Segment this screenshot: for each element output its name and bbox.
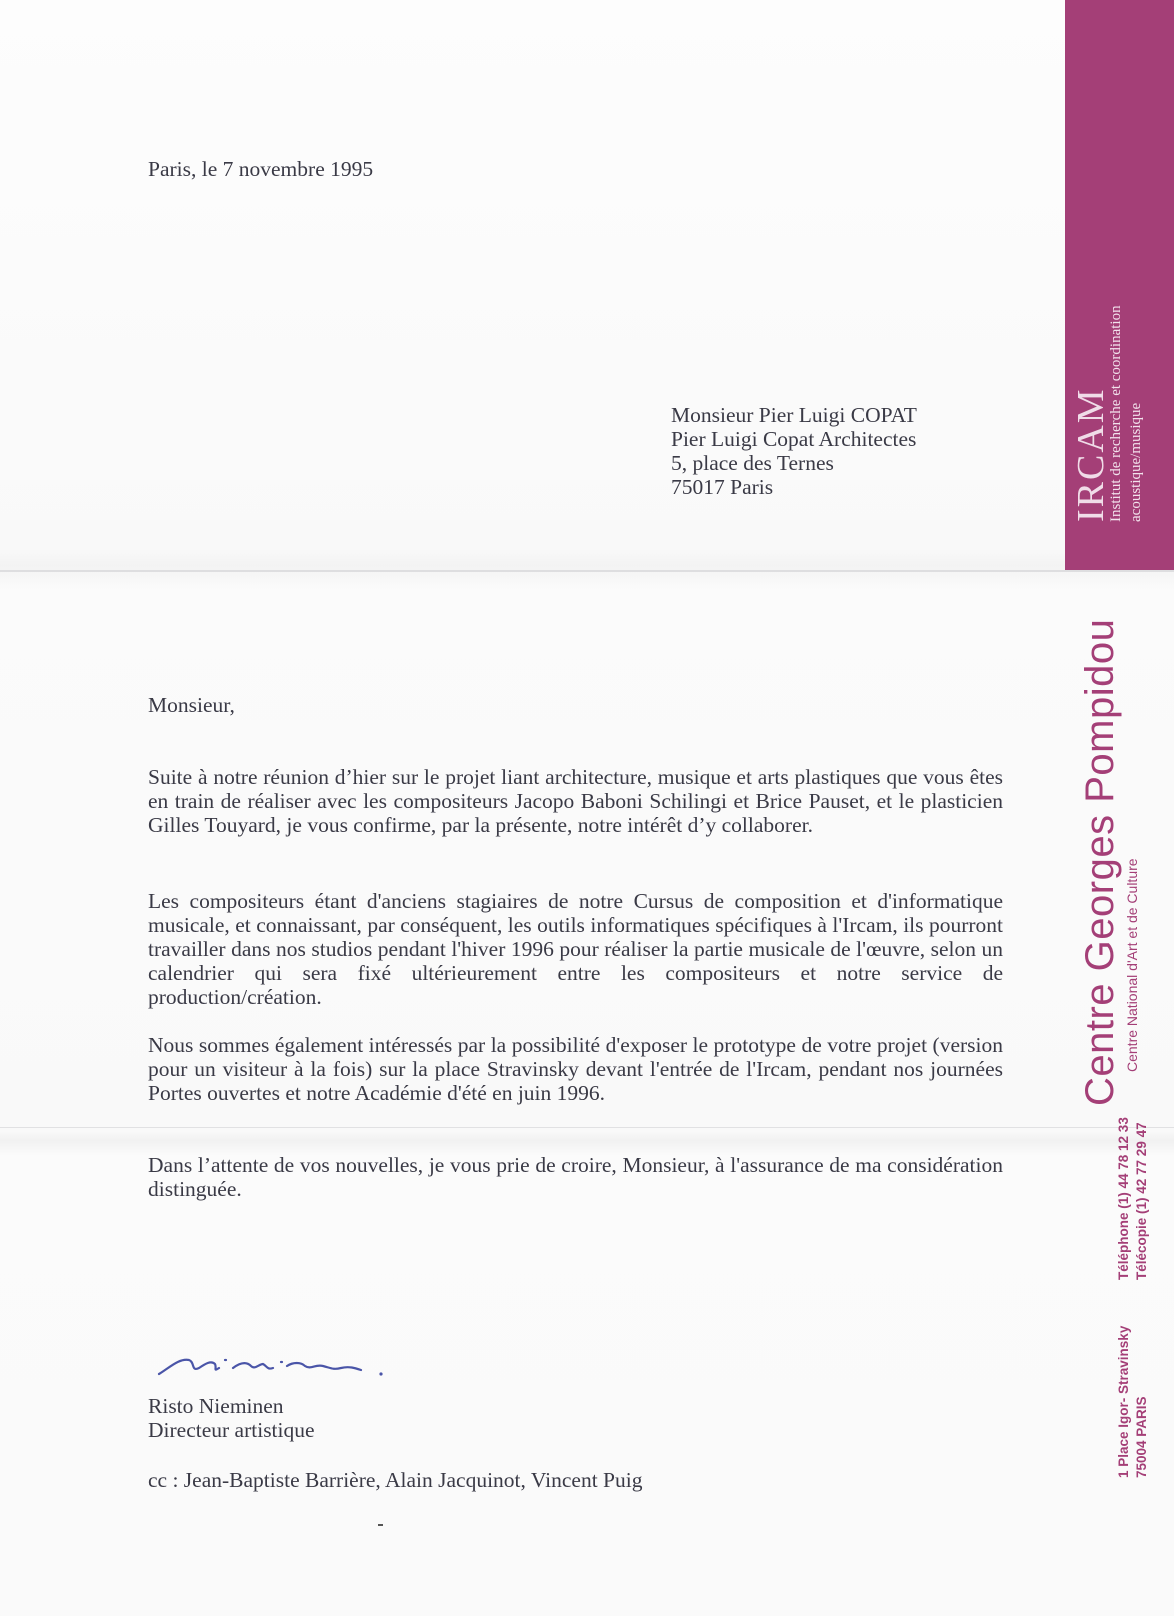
recipient-line: 5, place des Ternes bbox=[671, 451, 834, 475]
paper-fold-line bbox=[0, 1127, 1174, 1128]
recipient-line: 75017 Paris bbox=[671, 475, 774, 499]
body-paragraph: Nous sommes également intéressés par la possibilité d'exposer le prototype de votre projet (version pour un visiteur à la fois) sur la place Stravinsky devant l'entrée de l'Ircam, pendant nos journées Portes ouvertes et notre Académie d'été en juin 1996. bbox=[148, 1033, 1003, 1105]
street-address: 1 Place Igor- Stravinsky bbox=[1116, 1325, 1131, 1478]
ircam-subtitle: acoustique/musique bbox=[1128, 402, 1144, 522]
ircam-logo-text: IRCAM bbox=[1070, 387, 1112, 522]
paper-fold-line bbox=[0, 570, 1174, 572]
ircam-subtitle: Institut de recherche et coordination bbox=[1108, 305, 1124, 522]
body-paragraph: Les compositeurs étant d'anciens stagiaires de notre Cursus de composition et d'informatique musicale, et connaissant, par conséquent, les outils informatiques spécifiques à l'Ircam, ils pourront travailler dans nos studios pendant l'hiver 1996 pour réaliser la partie musicale de l'œuvre, selon un calendrier qui sera fixé ultérieurement entre les compositeurs et notre service de production/création. bbox=[148, 889, 1003, 1009]
recipient-line: Monsieur Pier Luigi COPAT bbox=[671, 403, 917, 427]
body-paragraph: Suite à notre réunion d’hier sur le projet liant architecture, musique et arts plastiques que vous êtes en train de réaliser avec les compositeurs Jacopo Baboni Schilingi et Brice Pauset, et le plasticien Gilles Touyard, je vous confirme, par la présente, notre intérêt d’y collaborer. bbox=[148, 765, 1003, 837]
fax-number: Télécopie (1) 42 77 29 47 bbox=[1134, 1122, 1149, 1280]
centre-pompidou-subtitle: Centre National d'Art et de Culture bbox=[1124, 858, 1140, 1072]
recipient-address bbox=[671, 403, 917, 499]
salutation: Monsieur, bbox=[148, 693, 235, 717]
closing-paragraph: Dans l’attente de vos nouvelles, je vous prie de croire, Monsieur, à l'assurance de ma considération distinguée. bbox=[148, 1153, 1003, 1201]
handwritten-signature bbox=[155, 1344, 395, 1386]
centre-pompidou-logo-text: Centre Georges Pompidou bbox=[1078, 618, 1122, 1106]
signatory-name: Risto Nieminen bbox=[148, 1394, 284, 1418]
phone-number: Téléphone (1) 44 78 12 33 bbox=[1116, 1117, 1131, 1280]
signatory-title: Directeur artistique bbox=[148, 1418, 315, 1442]
cc-line: cc : Jean-Baptiste Barrière, Alain Jacquinot, Vincent Puig bbox=[148, 1468, 643, 1492]
city-address: 75004 PARIS bbox=[1134, 1396, 1149, 1478]
recipient-line: Pier Luigi Copat Architectes bbox=[671, 427, 917, 451]
letter-date: Paris, le 7 novembre 1995 bbox=[148, 157, 374, 181]
ink-mark bbox=[378, 1524, 383, 1526]
